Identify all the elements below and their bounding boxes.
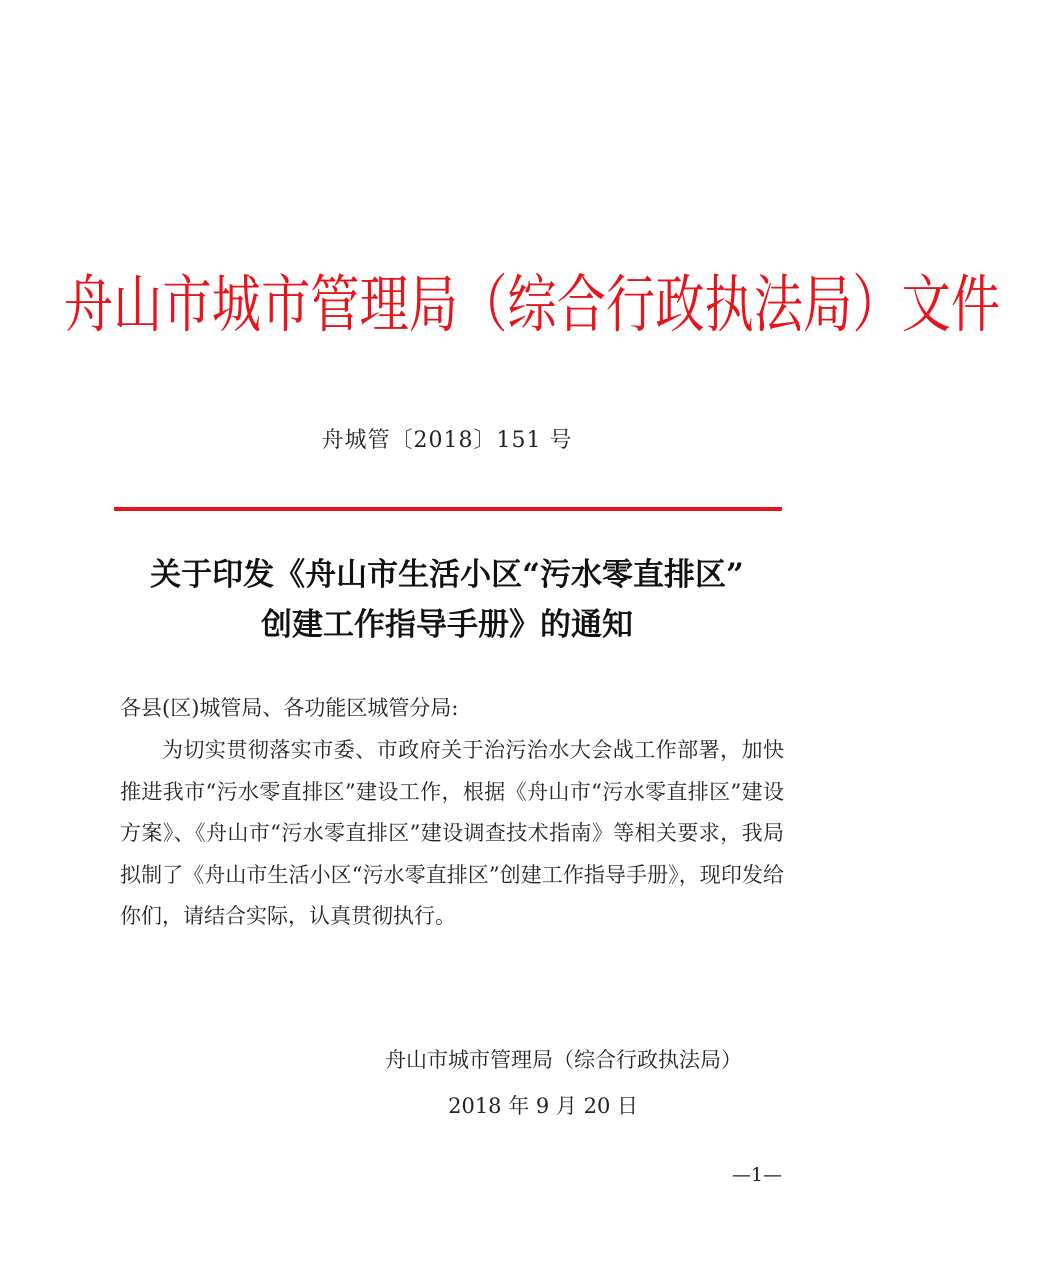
salutation: 各县(区)城管局、各功能区城管分局: <box>120 696 459 720</box>
red-divider-line <box>114 507 782 511</box>
title-line-1: 关于印发《舟山市生活小区“污水零直排区” <box>150 557 744 593</box>
document-masthead <box>0 262 1001 350</box>
issue-date: 2018 年 9 月 20 日 <box>448 1094 638 1118</box>
body-paragraph: 为切实贯彻落实市委、市政府关于治污治水大会战工作部署，加快推进我市“污水零直排区”建设工作，根据《舟山市“污水零直排区”建设方案》、《舟山市“污水零直排区”建设调查技术指南》等相关要求，我局拟制了《舟山市生活小区“污水零直排区”创建工作指导手册》，现印发给你们，请结合实际，认真贯彻执行。 <box>120 738 784 928</box>
document-title <box>0 550 894 650</box>
title-line-2: 创建工作指导手册》的通知 <box>261 607 633 643</box>
issuer-signature: 舟山市城市管理局（综合行政执法局） <box>385 1048 742 1072</box>
page-number: —1— <box>731 1164 782 1186</box>
document-number: 舟城管〔2018〕151 号 <box>321 428 573 453</box>
masthead-text: 舟山市城市管理局（综合行政执法局）文件 <box>63 269 1001 342</box>
